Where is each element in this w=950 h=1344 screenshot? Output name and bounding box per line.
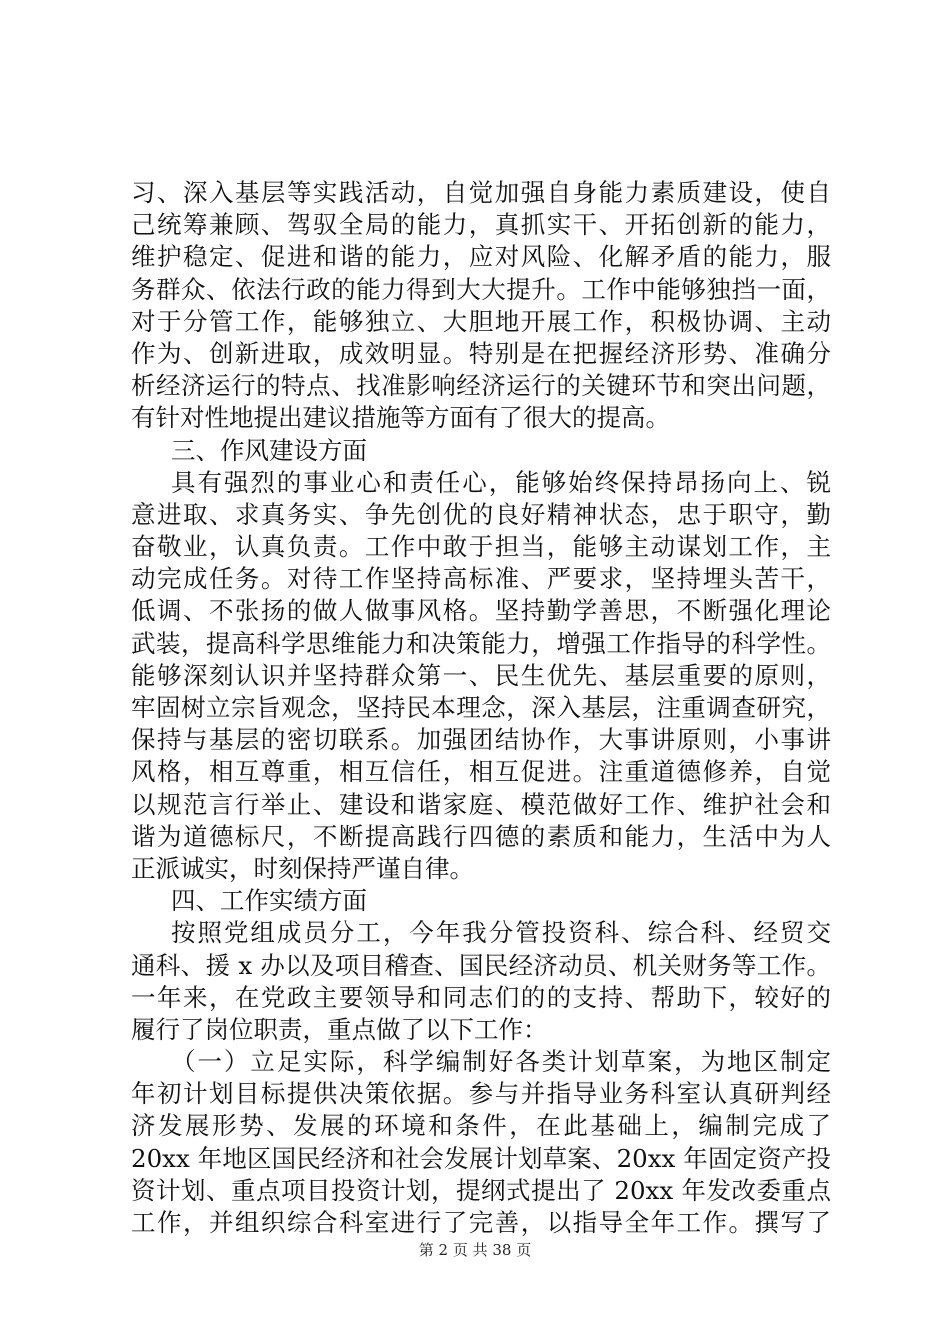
text-line: （一）立足实际，科学编制好各类计划草案，为地区制定 [171, 1047, 831, 1077]
section-heading: 四、工作实绩方面 [171, 886, 367, 916]
text-line: 具有强烈的事业心和责任心，能够始终保持昂扬向上、锐 [171, 467, 831, 497]
text-line: 能够深刻认识并坚持群众第一、民生优先、基层重要的原则， [131, 660, 831, 690]
text-line: 资计划、重点项目投资计划，提纲式提出了 20xx 年发改委重点 [131, 1175, 831, 1205]
text-line: 习、深入基层等实践活动，自觉加强自身能力素质建设，使自 [131, 178, 831, 207]
text-line: 年初计划目标提供决策依据。参与并指导业务科室认真研判经 [131, 1079, 831, 1109]
text-line: 履行了岗位职责，重点做了以下工作： [131, 1014, 548, 1044]
text-line: 武装，提高科学思维能力和决策能力，增强工作指导的科学性。 [131, 628, 831, 658]
text-line: 按照党组成员分工，今年我分管投资科、综合科、经贸交 [171, 918, 831, 948]
text-line: 务群众、依法行政的能力得到大大提升。工作中能够独挡一面， [131, 274, 831, 304]
text-line: 牢固树立宗旨观念，坚持民本理念，深入基层，注重调查研究， [131, 693, 831, 722]
text-line: 风格，相互尊重，相互信任，相互促进。注重道德修养，自觉 [131, 757, 831, 787]
text-line: 以规范言行举止、建设和谐家庭、模范做好工作、维护社会和 [131, 789, 831, 819]
text-line: 低调、不张扬的做人做事风格。坚持勤学善思，不断强化理论 [131, 596, 831, 626]
text-line: 动完成任务。对待工作坚持高标准、严要求，坚持埋头苦干， [131, 564, 831, 594]
text-line: 通科、援 x 办以及项目稽查、国民经济动员、机关财务等工作。 [131, 950, 831, 980]
text-line: 奋敬业，认真负责。工作中敢于担当，能够主动谋划工作，主 [131, 532, 831, 562]
text-line: 维护稳定、促进和谐的能力，应对风险、化解矛盾的能力，服 [131, 242, 831, 272]
text-line: 析经济运行的特点、找准影响经济运行的关键环节和突出问题， [131, 371, 831, 401]
text-line: 工作，并组织综合科室进行了完善，以指导全年工作。撰写了 [131, 1208, 831, 1237]
text-line: 一年来，在党政主要领导和同志们的的支持、帮助下，较好的 [131, 982, 831, 1012]
page-number-footer: 第 2 页 共 38 页 [418, 1241, 532, 1259]
document-body [131, 177, 831, 1239]
section-heading: 三、作风建设方面 [171, 435, 367, 465]
text-line: 正派诚实，时刻保持严谨自律。 [131, 853, 474, 883]
text-line: 作为、创新进取，成效明显。特别是在把握经济形势、准确分 [131, 338, 831, 368]
text-line: 有针对性地提出建议措施等方面有了很大的提高。 [131, 403, 670, 433]
text-line: 意进取、求真务实、争先创优的良好精神状态，忠于职守，勤 [131, 499, 831, 529]
text-line: 20xx 年地区国民经济和社会发展计划草案、20xx 年固定资产投 [131, 1143, 831, 1173]
text-line: 谐为道德标尺，不断提高践行四德的素质和能力，生活中为人 [131, 821, 831, 851]
text-line: 保持与基层的密切联系。加强团结协作，大事讲原则，小事讲 [131, 725, 831, 755]
text-line: 己统筹兼顾、驾驭全局的能力，真抓实干、开拓创新的能力， [131, 210, 831, 240]
text-line: 对于分管工作，能够独立、大胆地开展工作，积极协调、主动 [131, 306, 831, 336]
text-line: 济发展形势、发展的环境和条件，在此基础上，编制完成了 [131, 1111, 831, 1141]
